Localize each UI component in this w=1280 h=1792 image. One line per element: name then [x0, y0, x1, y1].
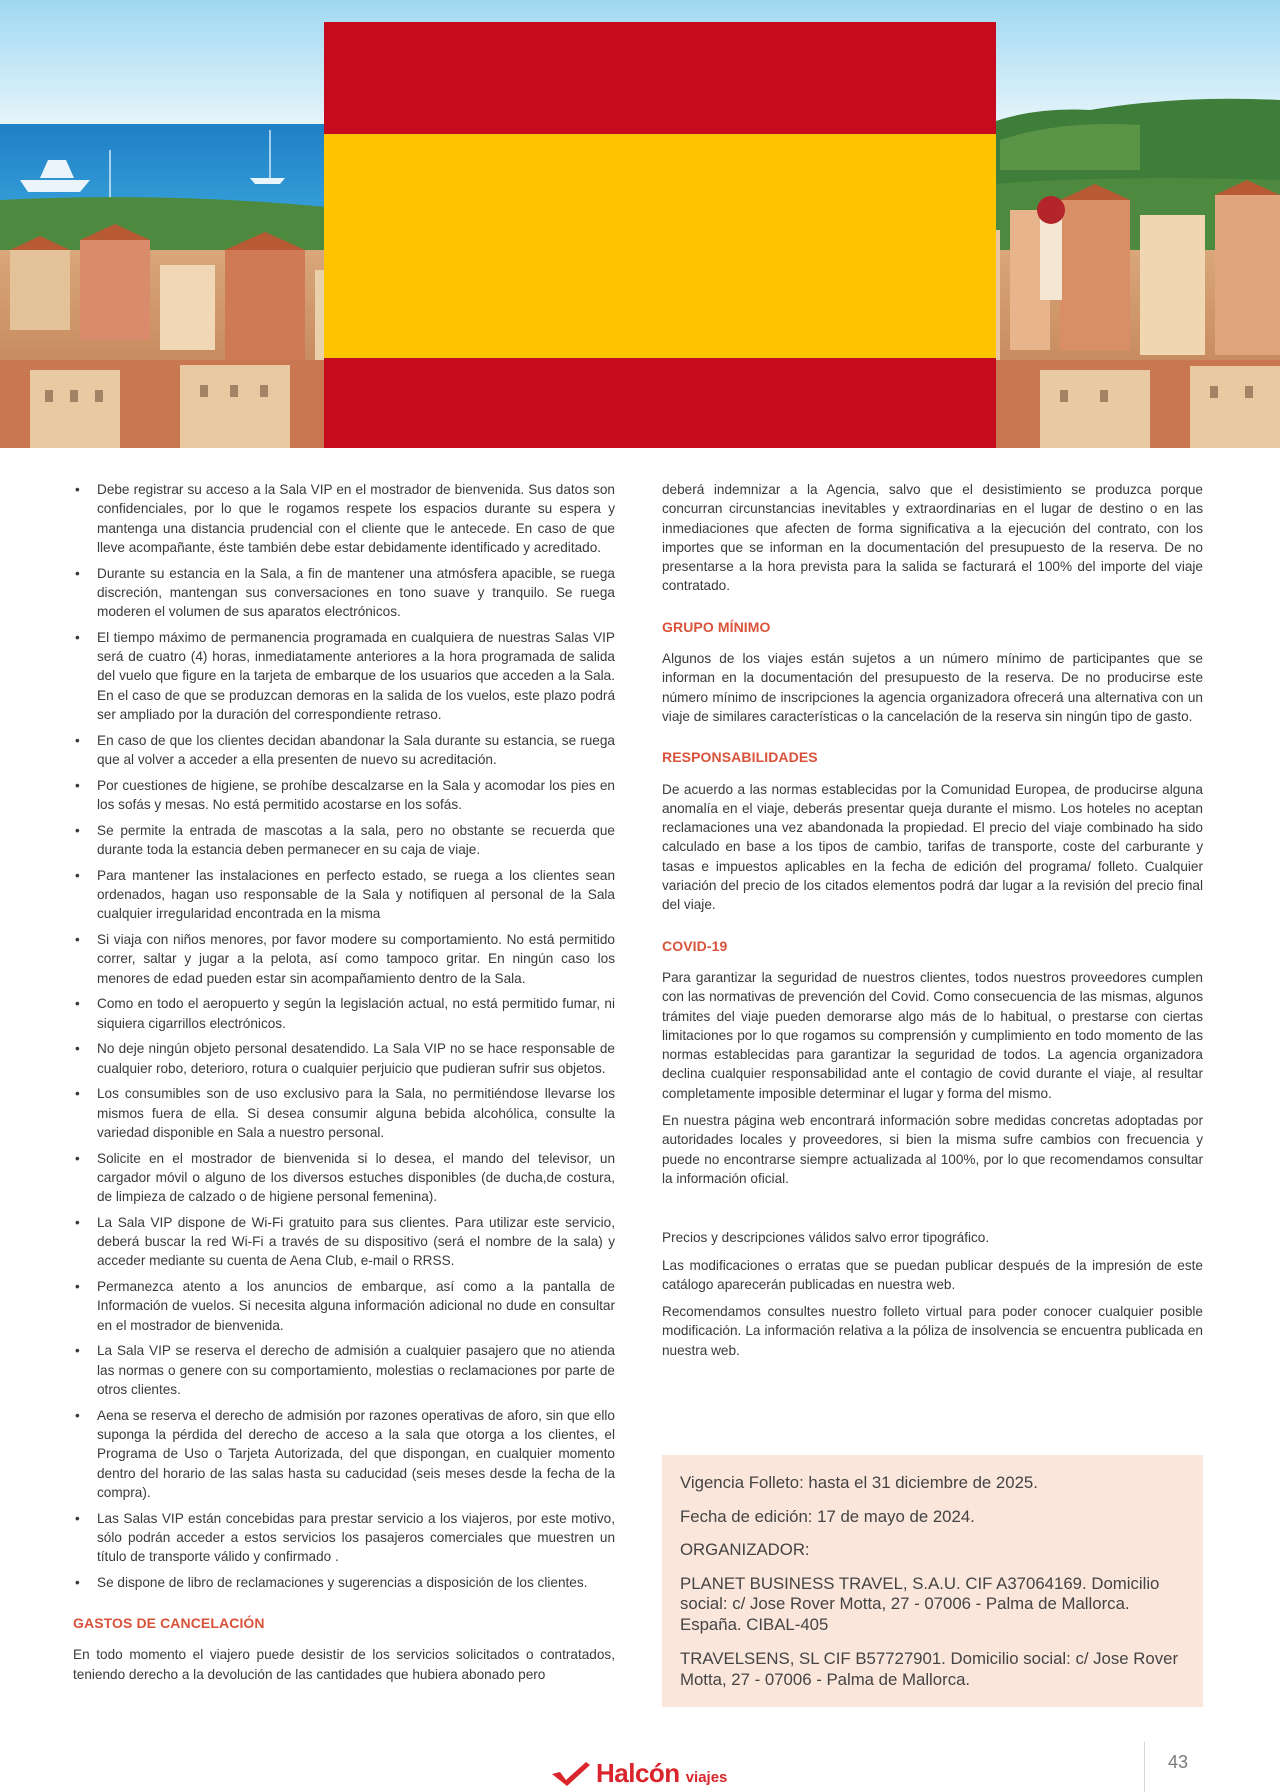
notice-typo: Precios y descripciones válidos salvo error tipográfico.	[662, 1230, 990, 1246]
rule-item: • Durante su estancia en la Sala, a fin de mantener una atmósfera apacible, se ruega discreción, mantengan sus conversaciones en tono suave y tranquilo. Se ruega moderen el volumen de sus aparatos electrónicos.	[73, 564, 615, 622]
spain-flag-icon	[20, 22, 1280, 448]
rule-item: • Para mantener las instalaciones en perfecto estado, se ruega a los clientes sean ordenados, hagan uso responsable de la Sala y notifiquen al personal de la Sala cualquier irregularidad encontrada en la misma	[73, 866, 615, 924]
notice-errata: Las modificaciones o erratas que se puedan publicar después de la impresión de este catálogo aparecerán publicadas en nuestra web.	[662, 1257, 1203, 1292]
logo-name: Halcón	[596, 1758, 680, 1788]
covid-text: Para garantizar la seguridad de nuestros clientes, todos nuestros proveedores cumplen con las normativas de prevención del Covid. Como consecuencia de las mismas, algunos trámites del viaje pueden demorarse algo más de lo habitual, o prestarse con ciertas limitaciones por lo que rogamos su comprensión y cumplimiento en todo momento de las normas establecidas para garantizar la seguridad de todos. La agencia organizadora declina cualquier responsabilidad ante el contagio de covid durante el viaje, al resultar completamente imposible determinar el lugar y forma del mismo.	[662, 969, 1203, 1101]
minimum-group-heading: GRUPO MÍNIMO	[662, 618, 771, 635]
rule-item: • Se dispone de libro de reclamaciones y sugerencias a disposición de los clientes.	[73, 1573, 615, 1592]
rule-item: • Solicite en el mostrador de bienvenida si lo desea, el mando del televisor, un cargador móvil o alguno de los diversos estuches disponibles (de ducha,de costura, de limpieza de calzado o de higiene personal femenina).	[73, 1149, 615, 1207]
edition-date-text: Fecha de edición: 17 de mayo de 2024.	[680, 1506, 975, 1526]
rule-item: • Como en todo el aeropuerto y según la legislación actual, no está permitido fumar, ni siquiera cigarrillos electrónicos.	[73, 994, 615, 1033]
vip-lounge-rules-list	[73, 480, 615, 1592]
validity-text: Vigencia Folleto: hasta el 31 diciembre de 2025.	[680, 1473, 1038, 1492]
organizer-label: ORGANIZADOR:	[680, 1540, 810, 1559]
brochure-info-box	[662, 1455, 1203, 1707]
halcon-viajes-logo	[550, 1756, 727, 1786]
rule-item: • Aena se reserva el derecho de admisión por razones operativas de aforo, sin que ello suponga la pérdida del derecho de acceso a la sala que otorga a los clientes, el Programa de Uso o Tarjeta Autorizada, del que dispongan, en cualquier momento dentro del horario de las salas hasta su caducidad (seis meses desde la fecha de la compra).	[73, 1406, 615, 1502]
rule-item: • Los consumibles son de uso exclusivo para la Sala, no permitiéndose llevarse los mismos fuera de ella. Si desea consumir alguna bebida alcohólica, consulte la variedad disponible en Sala a nuestro personal.	[73, 1084, 615, 1142]
spacer	[662, 1196, 1203, 1228]
rule-item: • No deje ningún objeto personal desatendido. La Sala VIP no se hace responsable de cualquier robo, deterioro, rotura o cualquier perjuicio que pudieran sufrir sus objetos.	[73, 1039, 615, 1078]
organizer-planet-business-travel: PLANET BUSINESS TRAVEL, S.A.U. CIF A37064169. Domicilio social: c/ Jose Rover Motta, 27 - 07006 - Palma de Mallorca. España. CIBAL-405	[680, 1573, 1160, 1634]
hero-image	[0, 0, 1280, 448]
rule-item: • En caso de que los clientes decidan abandonar la Sala durante su estancia, se ruega que al volver a acceder a ella presenten de nuevo su acreditación.	[73, 731, 615, 770]
page-number-divider	[1144, 1742, 1145, 1792]
rule-item: • Las Salas VIP están concebidas para prestar servicio a los viajeros, por este motivo, sólo podrán acceder a estos servicios los pasajeros comerciales que muestren un título de transporte válido y confirmado .	[73, 1509, 615, 1567]
halcon-check-icon	[550, 1760, 590, 1786]
rule-item: • Se permite la entrada de mascotas a la sala, pero no obstante se recuerda que durante toda la estancia deben permanecer en su caja de viaje.	[73, 821, 615, 860]
responsibilities-text: De acuerdo a las normas establecidas por la Comunidad Europea, de producirse alguna anomalía en el viaje, deberás presentar queja durante el mismo. Los hoteles no aceptan reclamaciones una vez abandonada la propiedad. El precio del viaje combinado ha sido calculado en base a los tipos de cambio, tarifas de transporte, coste del carburante y tasas e impuestos aplicables en la fecha de edición del programa/ folleto. Cualquier variación del precio de los citados elementos podrá dar lugar a la revisión del precio final del viaje.	[662, 781, 1203, 913]
cancellation-continuation: deberá indemnizar a la Agencia, salvo que el desistimiento se produzca porque concurran circunstancias inevitables y extraordinarias en el lugar de destino o en las inmediaciones que afecten de forma significativa a la ejecución del contrato, con los importes que se informan en la documentación del presupuesto de la reserva. De no presentarse a la hora prevista para la salida se facturará el 100% del importe del viaje contratado.	[662, 482, 1203, 594]
minimum-group-text: Algunos de los viajes están sujetos a un número mínimo de participantes que se informan en la documentación del presupuesto de la reserva. De no producirse este número mínimo de inscripciones la agencia organizadora ofrecerá una alternativa con un viaje de similares características o la cancelación de la reserva sin ningún tipo de gasto.	[662, 651, 1203, 724]
right-column	[662, 480, 1203, 1368]
cancellation-heading: GASTOS DE CANCELACIÓN	[73, 1615, 265, 1632]
page-number: 43	[1167, 1752, 1189, 1772]
rule-item: • La Sala VIP dispone de Wi-Fi gratuito para sus clientes. Para utilizar este servicio, deberá buscar la red Wi-Fi a través de su dispositivo (será el nombre de la sala) y acceder mediante su cuenta de Aena Club, e-mail o RRSS.	[73, 1213, 615, 1271]
rule-item: • Por cuestiones de higiene, se prohíbe descalzarse en la Sala y acomodar los pies en los sofás y mesas. No está permitido acostarse en los sofás.	[73, 776, 615, 815]
covid-web-text: En nuestra página web encontrará información sobre medidas concretas adoptadas por autoridades locales y proveedores, si bien la misma sufre cambios con frecuencia y puede no encontrarse siempre actualizada al 100%, por lo que recomendamos consultar la información oficial.	[662, 1113, 1203, 1186]
logo-sub: viajes	[685, 1769, 728, 1786]
left-column	[73, 480, 615, 1692]
covid-heading: COVID-19	[662, 937, 728, 954]
organizer-travelsens: TRAVELSENS, SL CIF B57727901. Domicilio social: c/ Jose Rover Motta, 27 - 07006 - Palma de Mallorca.	[680, 1649, 1179, 1689]
rule-item: • Si viaja con niños menores, por favor modere su comportamiento. No está permitido correr, saltar y jugar a la pelota, así como tampoco gritar. En ningún caso los menores de edad pueden estar sin acompañamiento dentro de la Sala.	[73, 930, 615, 988]
notice-virtual-brochure: Recomendamos consultes nuestro folleto virtual para poder conocer cualquier posible modificación. La información relativa a la póliza de insolvencia se encuentra publicada en nuestra web.	[662, 1304, 1203, 1358]
rule-item: • El tiempo máximo de permanencia programada en cualquiera de nuestras Salas VIP será de cuatro (4) horas, inmediatamente anteriores a la hora programada de salida del vuelo que figure en la tarjeta de embarque de los usuarios que acceden a la Sala. En el caso de que se produzcan demoras en la salida de los vuelos, este plazo podrá ser ampliado por la duración del correspondiente retraso.	[73, 628, 615, 724]
rule-item: • Permanezca atento a los anuncios de embarque, así como a la pantalla de Información de vuelos. Si necesita alguna información adicional no dude en consultar en el mostrador de bienvenida.	[73, 1277, 615, 1335]
rule-item: • Debe registrar su acceso a la Sala VIP en el mostrador de bienvenida. Sus datos son confidenciales, por lo que le rogamos respete los espacios durante su espera y mantenga una distancia prudencial con el cliente que le antecede. En caso de que lleve acompañante, éste también debe estar debidamente identificado y acreditado.	[73, 480, 615, 557]
responsibilities-heading: RESPONSABILIDADES	[662, 749, 818, 766]
rule-item: • La Sala VIP se reserva el derecho de admisión a cualquier pasajero que no atienda las normas o genere con su comportamiento, molestias o reclamaciones por parte de otros clientes.	[73, 1341, 615, 1399]
cancellation-text: En todo momento el viajero puede desistir de los servicios solicitados o contratados, teniendo derecho a la devolución de las cantidades que hubiera abonado pero	[73, 1647, 615, 1682]
